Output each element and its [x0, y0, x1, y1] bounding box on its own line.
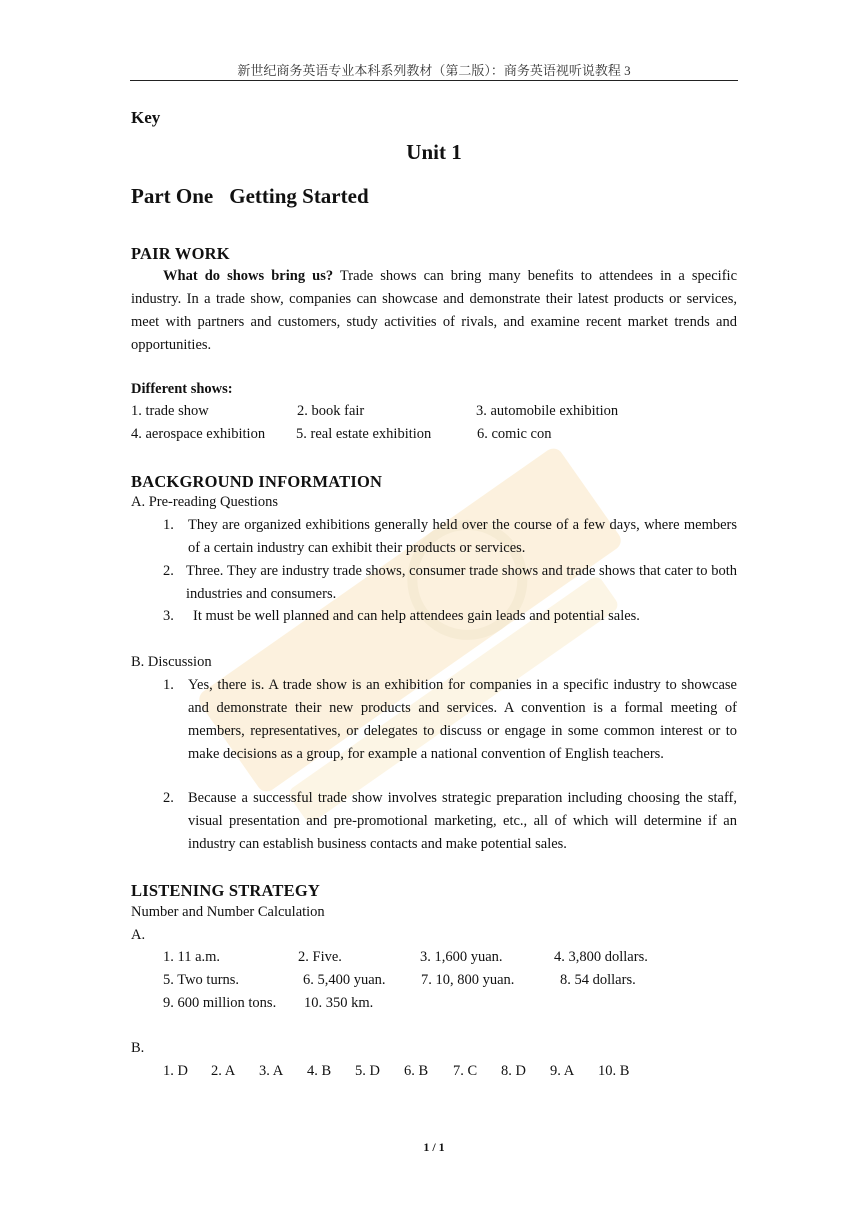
page-number: 1 / 1	[423, 1140, 445, 1154]
answer-item: 10. 350 km.	[304, 995, 374, 1011]
answer-item: 6. 5,400 yuan.	[303, 972, 386, 988]
answer-item: 8. D	[501, 1063, 526, 1079]
answer-item: 10. B	[598, 1063, 630, 1079]
pair-work-lead: What do shows bring us?	[163, 268, 334, 284]
pair-work-body: Trade shows can bring many benefits to attendees in a specific industry. In a trade show, companies can showcase and demonstrate their latest products or services, meet with partners and customers, study activities of rivals, and examine recent market trends and opportunities.	[131, 268, 738, 353]
listening-heading: LISTENING STRATEGY	[131, 881, 320, 900]
list-item: They are organized exhibitions generally held over the course of a few days, where members of a certain industry can exhibit their products or services.	[188, 517, 737, 556]
background-heading: BACKGROUND INFORMATION	[131, 472, 383, 491]
list-item: 1. trade show	[131, 403, 209, 419]
different-shows-heading: Different shows:	[131, 381, 233, 397]
list-number: 2.	[163, 790, 174, 806]
list-item: 4. aerospace exhibition	[131, 426, 266, 442]
key-label: Key	[131, 108, 161, 127]
discussion-label: B. Discussion	[131, 654, 212, 670]
part-title: Getting Started	[229, 184, 369, 208]
answer-item: 9. A	[550, 1063, 575, 1079]
answer-item: 1. 11 a.m.	[163, 949, 221, 965]
answer-item: 9. 600 million tons.	[163, 995, 277, 1011]
answer-item: 2. A	[211, 1063, 236, 1079]
pair-work-paragraph	[131, 265, 737, 357]
header-divider	[130, 80, 738, 81]
unit-title: Unit 1	[406, 140, 462, 164]
list-number: 2.	[163, 563, 174, 579]
part-heading	[131, 184, 369, 209]
answer-item: 4. 3,800 dollars.	[554, 949, 648, 965]
list-item: 5. real estate exhibition	[296, 426, 432, 442]
list-number: 1.	[163, 677, 174, 693]
answer-item: 2. Five.	[298, 949, 342, 965]
answer-item: 3. A	[259, 1063, 284, 1079]
answer-item: 1. D	[163, 1063, 188, 1079]
list-item: 6. comic con	[477, 426, 552, 442]
pair-work-heading: PAIR WORK	[131, 244, 230, 263]
answer-item: 4. B	[307, 1063, 332, 1079]
list-number: 3.	[163, 608, 174, 624]
section-b-label: B.	[131, 1040, 145, 1056]
part-label: Part One	[131, 184, 214, 208]
answer-item: 5. Two turns.	[163, 972, 240, 988]
answer-item: 8. 54 dollars.	[560, 972, 636, 988]
list-number: 1.	[163, 517, 174, 533]
answer-item: 7. 10, 800 yuan.	[421, 972, 515, 988]
list-item: 3. automobile exhibition	[476, 403, 619, 419]
list-item: Because a successful trade show involves strategic preparation including choosing the staff, visual presentation and pre-promotional marketing, etc., all of which will determine if an industry can establish business contacts and make potential sales.	[188, 790, 737, 852]
section-a-label: A.	[131, 927, 146, 943]
answer-item: 6. B	[404, 1063, 429, 1079]
list-item: Three. They are industry trade shows, consumer trade shows and trade shows that cater to both industries and consumers.	[186, 563, 737, 602]
answer-item: 7. C	[453, 1063, 478, 1079]
list-item: It must be well planned and can help attendees gain leads and potential sales.	[193, 608, 640, 624]
running-header: 新世纪商务英语专业本科系列教材（第二版）：商务英语视听说教程 3	[237, 63, 631, 78]
pre-reading-label: A. Pre-reading Questions	[131, 494, 278, 510]
answer-item: 3. 1,600 yuan.	[420, 949, 503, 965]
list-item: 2. book fair	[297, 403, 365, 419]
list-item: Yes, there is. A trade show is an exhibition for companies in a specific industry to showcase and demonstrate their new products and services. A convention is a formal meeting of members, representatives, or delegates to discuss or engage in some common interest or to make decisions as a group, for example a national convention of English teachers.	[188, 677, 737, 762]
answer-item: 5. D	[355, 1063, 380, 1079]
listening-subheading: Number and Number Calculation	[131, 904, 325, 920]
